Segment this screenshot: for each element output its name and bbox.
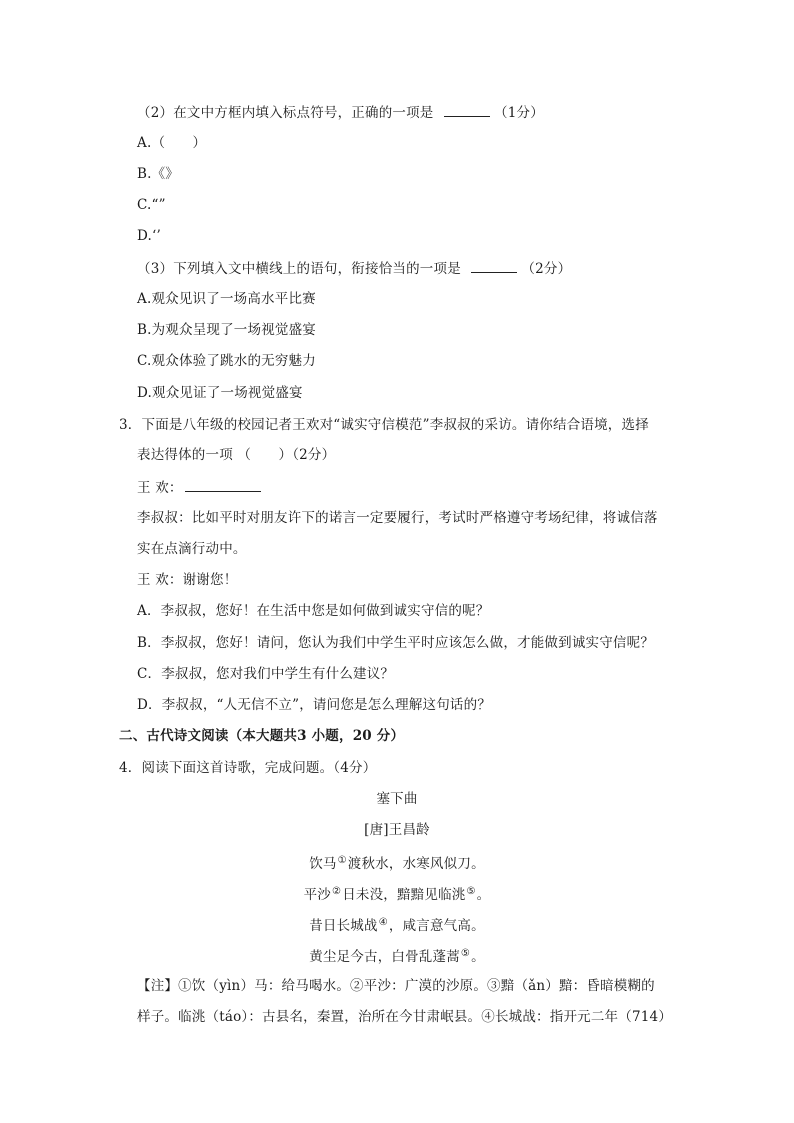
dialogue-wang-thanks: 王 欢：谢谢您！ [137, 572, 238, 588]
speaker-label: 王 欢： [137, 480, 183, 496]
poem-text: 渡秋水，水寒风似刀。 [347, 856, 485, 872]
option-a: A.（ ） [137, 135, 207, 151]
question-3-stem-line2: 表达得体的一项 （ ）（2分） [137, 447, 336, 463]
option-b: B.为观众呈现了一场视觉盛宴 [137, 322, 317, 338]
answer-blank[interactable] [185, 477, 261, 492]
note-marker: ② [332, 886, 342, 897]
question-3-stem-line1: 3．下面是八年级的校园记者王欢对“诚实守信模范”李叔叔的采访。请你结合语境，选择 [119, 417, 649, 433]
option-b: B.《》 [137, 166, 180, 182]
annotation-line1: 【注】①饮（yìn）马：给马喝水。②平沙：广漠的沙原。③黯（ǎn）黯：昏暗模糊的 [137, 978, 655, 994]
question-2-3-stem [137, 258, 571, 279]
stem-text: （3）下列填入文中横线上的语句，衔接恰当的一项是 [137, 261, 461, 277]
poem-text: 黄尘足今古，白骨乱蓬蒿 [309, 949, 460, 965]
poem-line [0, 851, 794, 874]
option-d: D.‘’ [137, 228, 162, 244]
dialogue-wang-huan [137, 477, 261, 498]
poem-text: 昔日长城战 [309, 918, 378, 934]
poem-text: 饮马 [309, 856, 337, 872]
note-marker: ⑤ [460, 948, 471, 959]
score: （1分） [494, 105, 544, 121]
answer-blank[interactable] [444, 102, 490, 117]
note-marker: ⑤ [466, 886, 476, 897]
note-marker: ④ [378, 917, 388, 928]
option-c: C．李叔叔，您对我们中学生有什么建议？ [137, 666, 395, 682]
stem-text: （2）在文中方框内填入标点符号，正确的一项是 [137, 105, 434, 121]
poem-text: 。 [476, 887, 491, 903]
option-a: A．李叔叔，您好！在生活中您是如何做到诚实守信的呢？ [137, 603, 490, 619]
poem-title: 塞下曲 [376, 791, 418, 807]
poem-line [0, 913, 794, 936]
option-d: D．李叔叔，“人无信不立”，请问您是怎么理解这句话的？ [137, 697, 492, 713]
poem-text: 日未没，黯黯见临洮 [342, 887, 466, 903]
dialogue-li-line2: 实在点滴行动中。 [137, 541, 247, 557]
poem-line [0, 944, 794, 967]
poem-text: ，咸言意气高。 [388, 918, 485, 934]
question-2-3-stem [137, 102, 544, 123]
answer-blank[interactable] [471, 258, 517, 273]
poem-author: [唐]王昌龄 [364, 822, 430, 838]
option-c: C.“” [137, 197, 166, 213]
question-4-stem: 4．阅读下面这首诗歌，完成问题。（4分） [119, 760, 377, 776]
note-marker: ① [337, 855, 347, 866]
poem-text: 。 [471, 949, 485, 965]
score: （2分） [521, 261, 572, 277]
option-c: C.观众体验了跳水的无穷魅力 [137, 353, 316, 369]
poem-line [0, 882, 794, 905]
dialogue-li-line1: 李叔叔：比如平时对朋友许下的诺言一定要履行，考试时严格遵守考场纪律，将诚信落 [137, 510, 658, 526]
poem-text: 平沙 [303, 887, 332, 903]
section-heading: 二、古代诗文阅读（本大题共3 小题，20 分） [119, 728, 405, 744]
annotation-line2: 样子。临洮（táo）：古县名，秦置，治所在今甘肃岷县。④长城战：指开元二年（714） [137, 1009, 673, 1025]
option-b: B．李叔叔，您好！请问，您认为我们中学生平时应该怎么做，才能做到诚实守信呢？ [137, 635, 655, 651]
option-d: D.观众见证了一场视觉盛宴 [137, 385, 303, 401]
option-a: A.观众见识了一场高水平比赛 [137, 291, 316, 307]
